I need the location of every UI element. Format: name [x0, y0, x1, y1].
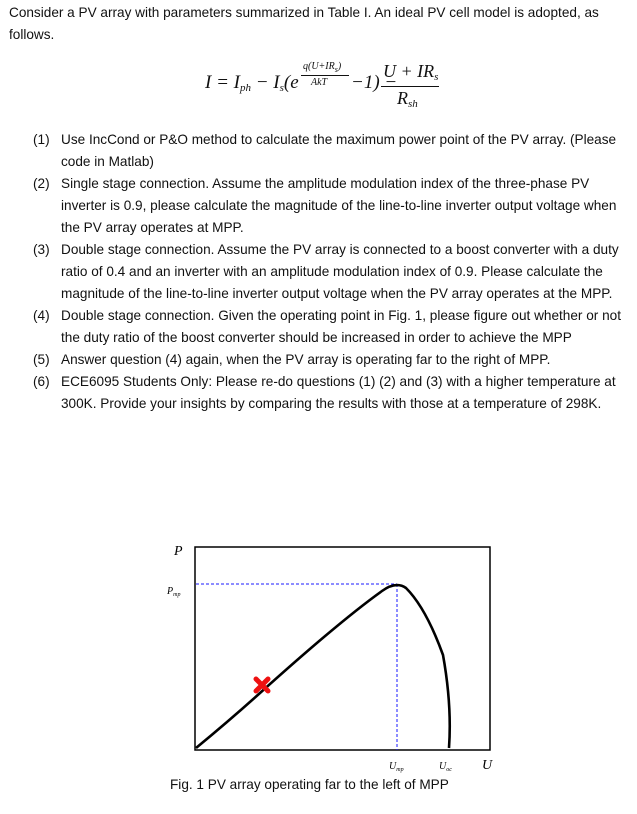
equation-lhs: $I = I_{ph} - I_s(e$	[205, 72, 299, 94]
question-text: ECE6095 Students Only: Please re-do questions (1) (2) and (3) with a higher temperature at 300K. Provide your insights by comparing the results with those at a temperature of 298K.	[61, 374, 616, 411]
question-item	[33, 371, 633, 415]
question-item	[33, 349, 633, 371]
question-item	[33, 239, 633, 305]
figure-caption: Fig. 1 PV array operating far to the left of MPP	[170, 777, 449, 792]
question-number: (5)	[33, 352, 50, 367]
intro-paragraph: Consider a PV array with parameters summarized in Table I. An ideal PV cell model is adopted, as follows.	[9, 5, 599, 42]
pv-power-voltage-figure	[160, 535, 500, 775]
pmp-label: $P_{mp}$	[167, 586, 181, 598]
question-item	[33, 173, 633, 239]
question-number: (4)	[33, 308, 50, 323]
question-item	[33, 129, 633, 173]
ump-label: $U_{mp}$	[389, 761, 404, 773]
exponent-denominator: AkT	[311, 77, 328, 88]
uoc-label: $U_{oc}$	[439, 761, 452, 773]
fraction-denominator: $R_{sh}$	[397, 88, 418, 110]
question-number: (3)	[33, 242, 50, 257]
question-number: (6)	[33, 374, 50, 389]
question-text: Use IncCond or P&O method to calculate the maximum power point of the PV array. (Please code in Matlab)	[61, 132, 617, 169]
question-number: (2)	[33, 176, 50, 191]
equation-mid: −1) −	[351, 72, 398, 93]
question-number: (1)	[33, 132, 50, 147]
question-text: Single stage connection. Assume the amplitude modulation index of the three-phase PV inverter is 0.9, please calculate the magnitude of the line-to-line inverter output voltage when the PV array operates at MPP.	[61, 176, 617, 235]
operating-point-marker	[256, 679, 268, 691]
question-list	[33, 129, 633, 415]
x-axis-label: U	[482, 758, 493, 773]
fraction-numerator: $U + IR_s$	[383, 61, 439, 83]
question-text: Answer question (4) again, when the PV array is operating far to the right of MPP.	[61, 352, 551, 367]
question-text: Double stage connection. Given the operating point in Fig. 1, please figure out whether or not the duty ratio of the boost converter should be increased in order to achieve the MPP	[61, 308, 621, 345]
exponent-numerator: $q(U+IR_s)$	[303, 61, 342, 74]
question-text: Double stage connection. Assume the PV array is connected to a boost converter with a duty ratio of 0.4 and an inverter with an amplitude modulation index of 0.9. Please calculate the magnitude of the line-to-line inverter output voltage when the PV array operates at the MPP.	[61, 242, 619, 301]
pv-curve	[196, 585, 450, 748]
question-item	[33, 305, 633, 349]
plot-frame	[195, 547, 490, 750]
y-axis-label: P	[174, 544, 183, 559]
